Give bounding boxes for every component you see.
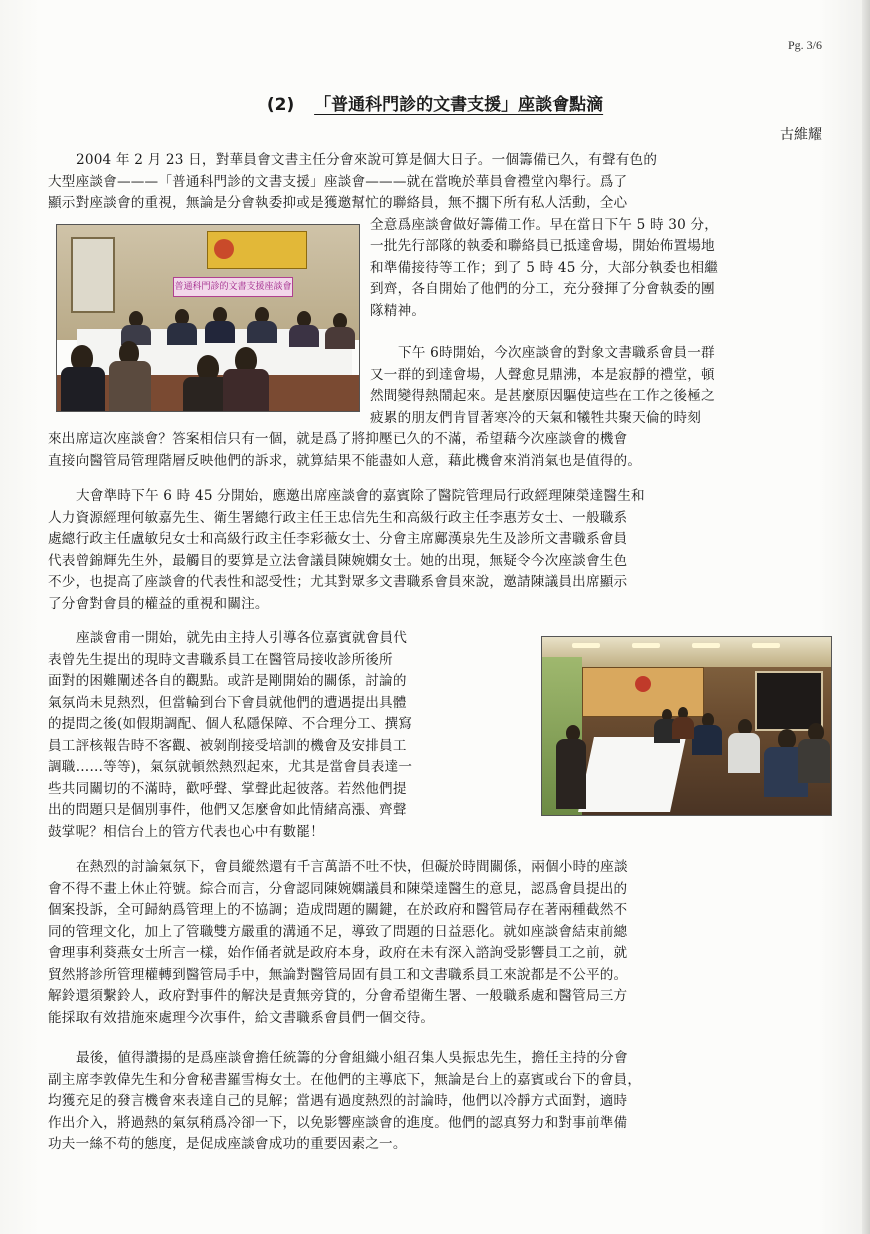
audience-person <box>692 725 722 755</box>
text-line: 出的問題只是個別事件，他們又怎麼會如此情緒高漲、齊聲 <box>48 802 407 818</box>
text-line: 員工評核報告時不客觀、被剝削接受培訓的機會及安排員工 <box>48 737 407 754</box>
paragraph-4 <box>48 628 530 843</box>
person <box>167 323 197 345</box>
ceiling-light <box>692 643 720 648</box>
text-line: 副主席李敦偉先生和分會秘書羅雪梅女士。在他們的主導底下，無論是台上的嘉賓或台下的會員， <box>48 1071 642 1088</box>
paragraph-1 <box>48 150 822 215</box>
text-line: 顯示對座談會的重視，無論是分會執委抑或是獲邀幫忙的聯絡員，無不擱下所有私人活動，全心 <box>48 195 628 211</box>
title-prefix: (2) <box>266 95 295 115</box>
text-line: 代表曾錦輝先生外，最觸目的要算是立法會議員陳婉嫻女士。她的出現，無疑令今次座談會生色 <box>48 552 628 569</box>
article-title <box>0 90 870 115</box>
page-number: Pg. 3/6 <box>787 38 822 52</box>
paragraph-2 <box>370 343 822 429</box>
text-line: 來出席這次座談會？答案相信只有一個，就是爲了將抑壓已久的不滿，希望藉今次座談會的機會 <box>48 431 628 447</box>
text-line: 作出介入，將過熱的氣氛稍爲冷卻一下，以免影響座談會的進度。他們的認真努力和對事前準備 <box>48 1114 628 1131</box>
photo-ceiling <box>542 637 831 667</box>
photo-window <box>755 671 823 731</box>
text-line: 隊精神。 <box>370 302 426 319</box>
page-edge <box>862 0 870 1234</box>
text-line: 同的管理文化，加上了管職雙方嚴重的溝通不足，導致了問題的日益惡化。就如座談會結束前總 <box>48 923 628 940</box>
text-line: 些共同關切的不滿時，歡呼聲、掌聲此起彼落。若然他們提 <box>48 780 407 797</box>
seminar-banner-sign: 普通科門診的文書支援座談會 <box>173 277 293 297</box>
ceiling-light <box>752 643 780 648</box>
text-line: 大會準時下午 6 時 45 分開始，應邀出席座談會的嘉賓除了醫院管理局行政經理陳榮達醫生和 <box>76 488 645 504</box>
paragraph-3 <box>48 486 822 615</box>
title-text: 「普通科門診的文書支援」座談會點滴 <box>314 95 604 115</box>
seminar-photo-panel <box>56 224 360 412</box>
text-line: 表曾先生提出的現時文書職系員工在醫管局接收診所後所 <box>48 651 393 668</box>
text-line: 最後，値得讚揚的是爲座談會擔任統籌的分會組織小組召集人吳振忠先生，擔任主持的分會 <box>76 1050 628 1066</box>
audience-person <box>798 739 830 783</box>
text-line: 個案投訴，全可歸納爲管理上的不協調；造成問題的關鍵，在於政府和醫管局存在著兩種截然不 <box>48 902 628 918</box>
person <box>205 321 235 343</box>
text-line: 會理事利葵燕女士所言一樣，始作俑者就是政府本身，政府在未有深入諮詢受影響員工之前，就 <box>48 945 628 961</box>
ceiling-light <box>632 643 660 648</box>
text-line: 全意爲座談會做好籌備工作。早在當日下午 5 時 30 分， <box>370 216 719 233</box>
text-line: 貿然將診所管理權轉到醫管局手中，無論對醫管局固有員工和文書職系員工來說都是不公平的。 <box>48 966 628 983</box>
ceiling-light <box>572 643 600 648</box>
text-line: 能採取有效措施來處理今次事件，給文書職系會員們一個交待。 <box>48 1009 435 1026</box>
text-line: 均獲充足的發言機會來表達自己的見解；當遇有過度熱烈的討論時，他們以冷靜方式面對，適時 <box>48 1093 628 1109</box>
person <box>325 327 355 349</box>
text-line: 了分會對會員的權益的重視和關注。 <box>48 595 269 612</box>
text-line: 會不得不畫上休止符號。綜合而言，分會認同陳婉嫻議員和陳榮達醫生的意見，認爲會員提出的 <box>48 880 628 897</box>
text-line: 座談會甫一開始，就先由主持人引導各位嘉賓就會員代 <box>76 630 408 646</box>
paragraph-5 <box>48 857 822 1029</box>
text-line: 又一群的到達會場，人聲愈見鼎沸，本是寂靜的禮堂，頓 <box>370 366 715 383</box>
photo-table <box>578 737 686 812</box>
text-line: 不少，也提高了座談會的代表性和認受性；尤其對眾多文書職系會員來說，邀請陳議員出席顯示 <box>48 574 628 590</box>
association-banner <box>207 231 307 269</box>
author-name: 古維耀 <box>780 127 822 143</box>
paragraph-1-wrap <box>370 215 822 323</box>
text-line: 和準備接待等工作；到了 5 時 45 分，大部分執委也相繼 <box>370 259 719 276</box>
audience-photo-panel <box>541 636 832 816</box>
audience-person <box>672 717 694 739</box>
person <box>247 321 277 343</box>
photo-window <box>71 237 115 313</box>
audience-person <box>61 367 105 411</box>
paragraph-6 <box>48 1048 822 1156</box>
text-line: 大型座談會———「普通科門診的文書支援」座談會———就在當晚於華員會禮堂內舉行。爲了 <box>48 173 628 190</box>
text-line: 一批先行部隊的執委和聯絡員已抵達會場，開始佈置場地 <box>370 238 715 254</box>
text-line: 下午 6時開始，今次座談會的對象文書職系會員一群 <box>398 345 715 361</box>
text-line: 處總行政主任盧敏兒女士和高級行政主任李彩薇女士、分會主席鄺漢泉先生及診所文書職系會員 <box>48 531 628 547</box>
person <box>556 739 586 809</box>
text-line: 調職……等等)，氣氛就頓然熱烈起來，尤其是當會員表達一 <box>48 759 413 775</box>
text-line: 2004 年 2 月 23 日，對華員會文書主任分會來說可算是個大日子。一個籌備已久，有聲有色的 <box>76 152 658 168</box>
paragraph-2-wrap <box>48 429 822 472</box>
text-line: 直接向醫管局管理階層反映他們的訴求，就算結果不能盡如人意，藉此機會來消消氣也是值得的。 <box>48 452 642 469</box>
text-line: 然間變得熱鬧起來。是甚麼原因驅使這些在工作之後極之 <box>370 388 715 404</box>
audience-person <box>778 729 796 749</box>
text-line: 人力資源經理何敏嘉先生、衛生署總行政主任王忠信先生和高級行政主任李惠芳女士、一般職系 <box>48 509 628 526</box>
text-line: 在熱烈的討論氣氛下，會員縱然還有千言萬語不吐不快，但礙於時間關係，兩個小時的座談 <box>76 859 628 875</box>
text-line: 解鈴還須繫鈴人，政府對事件的解決是責無旁貸的，分會希望衛生署、一般職系處和醫管局三方 <box>48 988 628 1004</box>
text-line: 功夫一絲不苟的態度，是促成座談會成功的重要因素之一。 <box>48 1136 407 1152</box>
audience-person <box>223 369 269 411</box>
audience-person <box>109 361 151 411</box>
person <box>289 325 319 347</box>
text-line: 面對的困難闡述各自的觀點。或許是剛開始的關係，討論的 <box>48 673 407 689</box>
audience-person <box>728 733 760 773</box>
text-line: 到齊，各自開始了他們的分工，充分發揮了分會執委的團 <box>370 281 715 297</box>
text-line: 鼓掌呢？相信台上的管方代表也心中有數罷！ <box>48 823 324 840</box>
text-line: 的提問之後(如假期調配、個人私隱保障、不合理分工、撰寫 <box>48 716 413 732</box>
text-line: 疲累的朋友們肯冒著寒冷的天氣和犧牲共聚天倫的時刻 <box>370 409 702 426</box>
text-line: 氣氛尚未見熱烈，但當輪到台下會員就他們的遭遇提出具體 <box>48 694 407 711</box>
